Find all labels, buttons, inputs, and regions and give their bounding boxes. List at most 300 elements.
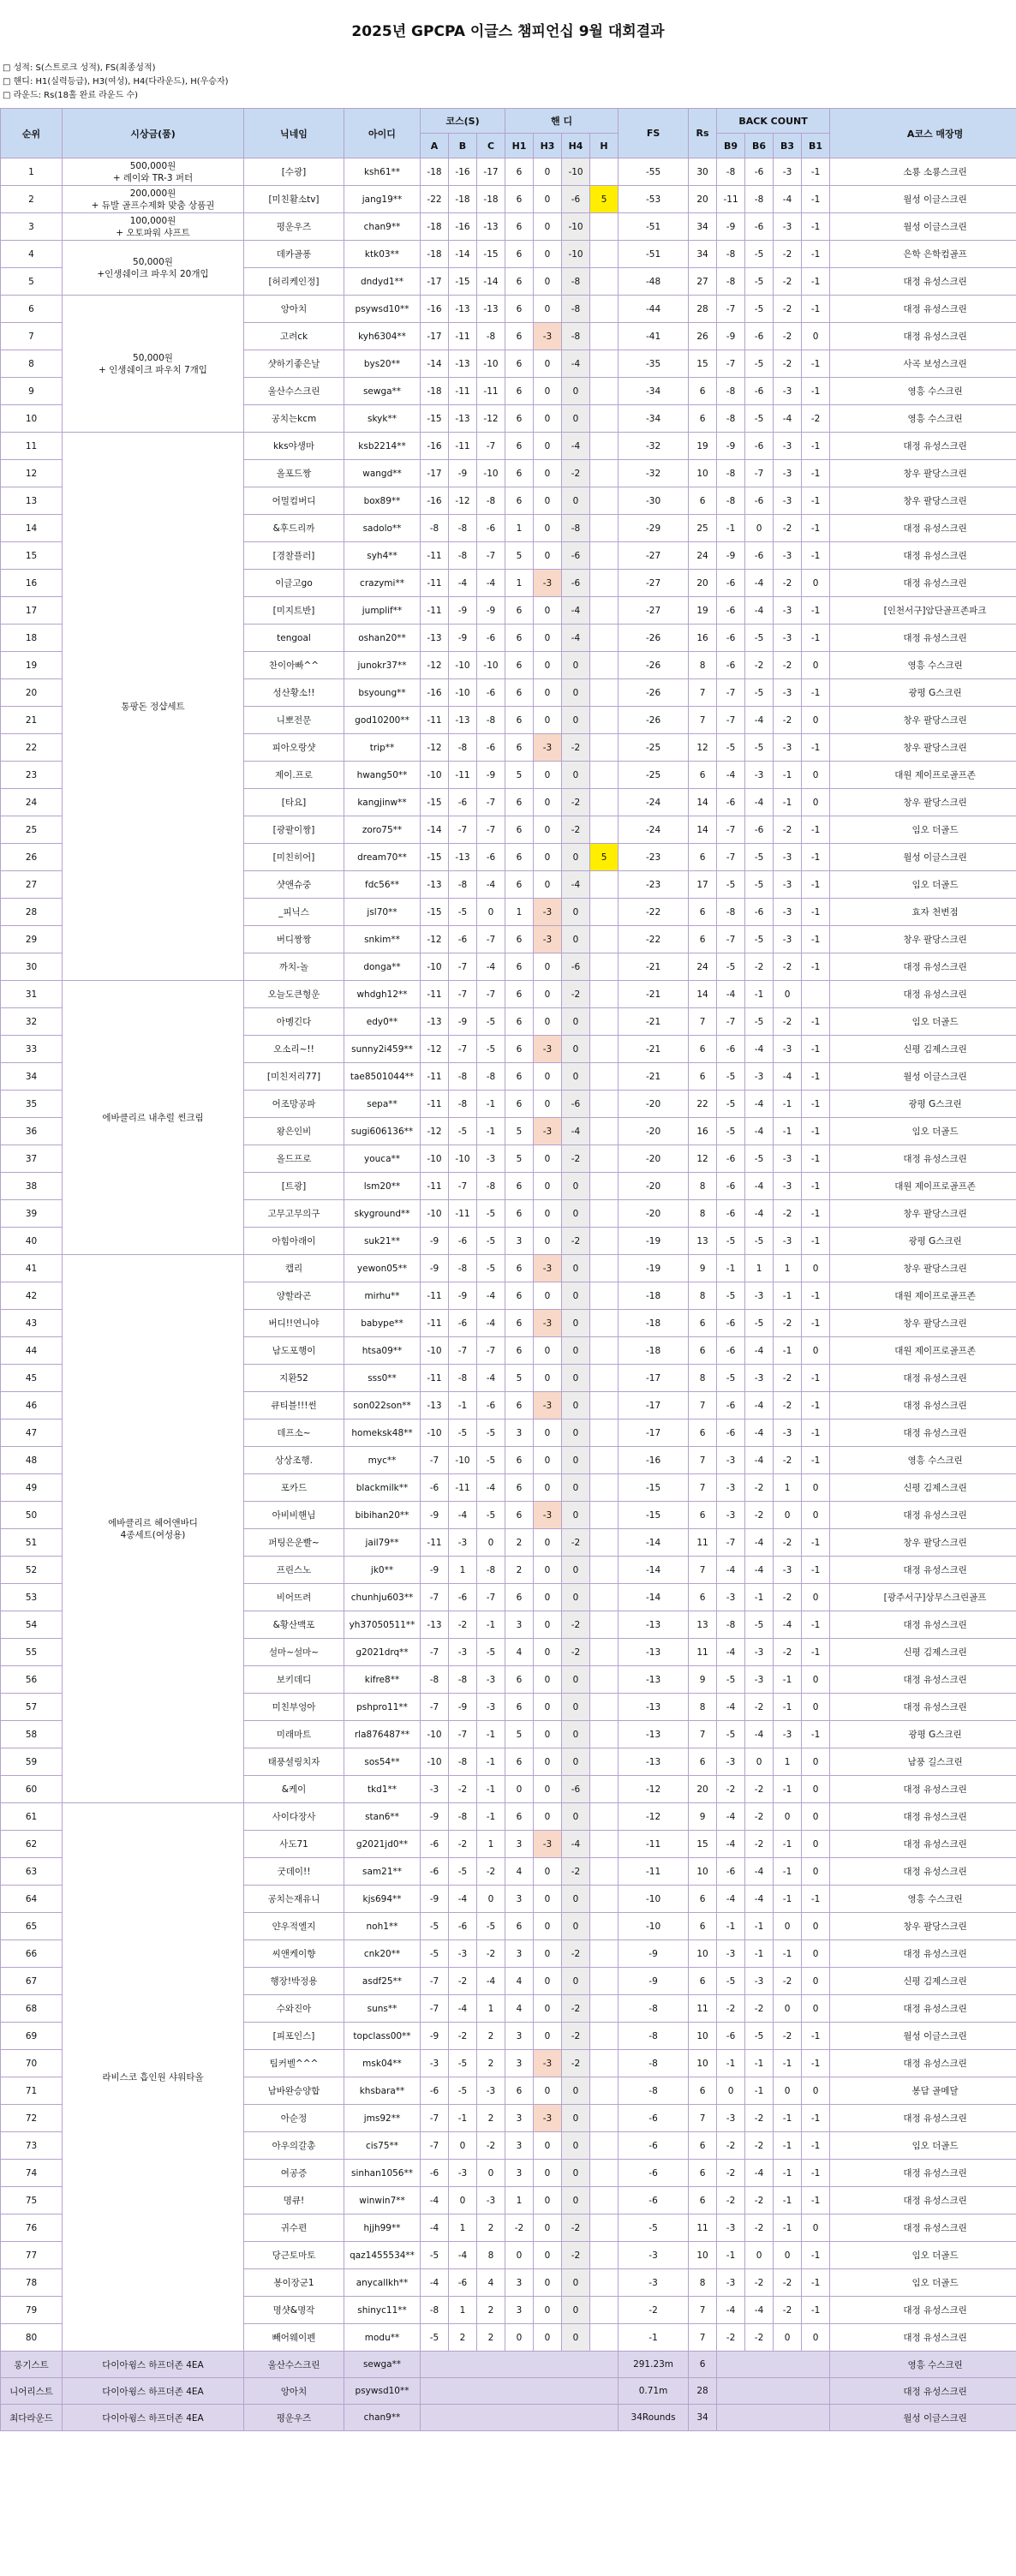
bc-b6: -2 xyxy=(745,1502,774,1529)
handi-h3: -3 xyxy=(534,1831,562,1858)
handi-h1: 6 xyxy=(505,734,534,762)
store-cell: 영흥 수스크린 xyxy=(830,1447,1016,1474)
bc-b1: 0 xyxy=(802,1666,830,1694)
award-id: psywsd10** xyxy=(344,2378,421,2405)
fs-cell: -13 xyxy=(619,1721,689,1748)
nick-cell: 남바완승양합 xyxy=(244,2077,344,2105)
result-row xyxy=(1,296,1016,323)
handi-h3: 0 xyxy=(534,1365,562,1392)
score-a: -10 xyxy=(421,1748,449,1776)
score-a: -15 xyxy=(421,405,449,433)
handi-h3: 0 xyxy=(534,1858,562,1886)
rank-cell: 22 xyxy=(1,734,63,762)
store-cell: 임오 더골드 xyxy=(830,1008,1016,1036)
col-handi: 핸 디 xyxy=(505,109,619,134)
bc-b6: 0 xyxy=(745,515,774,542)
nick-cell: [경찰플러] xyxy=(244,542,344,570)
store-cell: 대정 유성스크린 xyxy=(830,268,1016,296)
handi-h3: 0 xyxy=(534,542,562,570)
bc-b1: -1 xyxy=(802,1282,830,1310)
bc-b9: -5 xyxy=(717,1228,745,1255)
fs-cell: -24 xyxy=(619,789,689,816)
score-c: -2 xyxy=(477,1858,505,1886)
score-a: -4 xyxy=(421,2269,449,2297)
score-c: -5 xyxy=(477,1255,505,1282)
handi-h4: 0 xyxy=(562,679,590,707)
rank-cell: 12 xyxy=(1,460,63,487)
award-store: 월성 이글스크린 xyxy=(830,2405,1016,2431)
award-label: 니어리스트 xyxy=(1,2378,63,2405)
handi-h4: 0 xyxy=(562,1886,590,1913)
id-cell: tkd1** xyxy=(344,1776,421,1803)
store-cell: 대정 유성스크린 xyxy=(830,625,1016,652)
handi-h3: -3 xyxy=(534,734,562,762)
handi-h4: 0 xyxy=(562,2132,590,2160)
rs-cell: 14 xyxy=(689,789,717,816)
handi-h1: 5 xyxy=(505,1365,534,1392)
bc-b1: -1 xyxy=(802,1639,830,1666)
store-cell: 월성 이글스크린 xyxy=(830,1063,1016,1091)
score-a: -10 xyxy=(421,1200,449,1228)
score-c: 2 xyxy=(477,2023,505,2050)
id-cell: yh37050511** xyxy=(344,1611,421,1639)
nick-cell: 태풍셜링치자 xyxy=(244,1748,344,1776)
handi-h4: 0 xyxy=(562,926,590,953)
handi-h xyxy=(590,1255,619,1282)
handi-h3: 0 xyxy=(534,1968,562,1995)
bc-b6: -4 xyxy=(745,2160,774,2187)
rank-cell: 19 xyxy=(1,652,63,679)
bc-b1: 0 xyxy=(802,1502,830,1529)
bc-b9: -6 xyxy=(717,1145,745,1173)
rank-cell: 75 xyxy=(1,2187,63,2214)
score-c: -9 xyxy=(477,597,505,625)
fs-cell: -11 xyxy=(619,1858,689,1886)
handi-h xyxy=(590,158,619,186)
handi-h xyxy=(590,1091,619,1118)
col-b: B xyxy=(449,134,477,158)
fs-cell: -21 xyxy=(619,1063,689,1091)
handi-h xyxy=(590,2214,619,2242)
rs-cell: 10 xyxy=(689,2050,717,2077)
fs-cell: -20 xyxy=(619,1200,689,1228)
handi-h1: 6 xyxy=(505,816,534,844)
handi-h3: 0 xyxy=(534,268,562,296)
handi-h3: 0 xyxy=(534,953,562,981)
rs-cell: 10 xyxy=(689,1858,717,1886)
handi-h1: 3 xyxy=(505,2160,534,2187)
handi-h1: 6 xyxy=(505,1584,534,1611)
bc-b1: -1 xyxy=(802,1228,830,1255)
score-c: -5 xyxy=(477,1639,505,1666)
handi-h xyxy=(590,433,619,460)
id-cell: crazymi** xyxy=(344,570,421,597)
rank-cell: 60 xyxy=(1,1776,63,1803)
rs-cell: 8 xyxy=(689,652,717,679)
bc-b9: -2 xyxy=(717,2160,745,2187)
col-h4: H4 xyxy=(562,134,590,158)
nick-cell: 찬이아빠^^ xyxy=(244,652,344,679)
rank-cell: 2 xyxy=(1,186,63,213)
rs-cell: 12 xyxy=(689,1145,717,1173)
score-b: -9 xyxy=(449,625,477,652)
handi-h1: 6 xyxy=(505,433,534,460)
handi-h4: -8 xyxy=(562,268,590,296)
bc-b3: -2 xyxy=(774,2023,802,2050)
handi-h4: 0 xyxy=(562,2297,590,2324)
bc-b1: -1 xyxy=(802,1365,830,1392)
score-b: -8 xyxy=(449,1255,477,1282)
rs-cell: 16 xyxy=(689,625,717,652)
score-c: -7 xyxy=(477,981,505,1008)
id-cell: whdgh12** xyxy=(344,981,421,1008)
handi-h3: -3 xyxy=(534,926,562,953)
rank-cell: 61 xyxy=(1,1803,63,1831)
store-cell: 광평 G스크린 xyxy=(830,1091,1016,1118)
rs-cell: 24 xyxy=(689,953,717,981)
handi-h4: -2 xyxy=(562,1145,590,1173)
bc-b9: -6 xyxy=(717,1858,745,1886)
handi-h xyxy=(590,1419,619,1447)
rs-cell: 6 xyxy=(689,1502,717,1529)
bc-b1: 0 xyxy=(802,2214,830,2242)
bc-b9: -8 xyxy=(717,241,745,268)
bc-b3: -1 xyxy=(774,2132,802,2160)
bc-b6: -4 xyxy=(745,1091,774,1118)
handi-h1: 6 xyxy=(505,1036,534,1063)
bc-b3: -2 xyxy=(774,1310,802,1337)
handi-h1: -2 xyxy=(505,2214,534,2242)
bc-b1: 0 xyxy=(802,1337,830,1365)
nick-cell: 오늘도큰형운 xyxy=(244,981,344,1008)
handi-h1: 1 xyxy=(505,899,534,926)
bc-b3: -1 xyxy=(774,1337,802,1365)
award-id: chan9** xyxy=(344,2405,421,2431)
handi-h xyxy=(590,1611,619,1639)
handi-h4: 0 xyxy=(562,1721,590,1748)
fs-cell: -27 xyxy=(619,570,689,597)
score-b: -9 xyxy=(449,597,477,625)
handi-h4: -4 xyxy=(562,433,590,460)
handi-h4: -4 xyxy=(562,1831,590,1858)
score-c: -1 xyxy=(477,1748,505,1776)
rank-cell: 55 xyxy=(1,1639,63,1666)
col-a: A xyxy=(421,134,449,158)
bc-b6: -4 xyxy=(745,1419,774,1447)
handi-h3: 0 xyxy=(534,2023,562,2050)
handi-h1: 1 xyxy=(505,2187,534,2214)
col-backcount: BACK COUNT xyxy=(717,109,830,134)
handi-h3: 0 xyxy=(534,981,562,1008)
col-course-s: 코스(S) xyxy=(421,109,505,134)
store-cell: 대원 제이프로골프존 xyxy=(830,1337,1016,1365)
rs-cell: 14 xyxy=(689,981,717,1008)
rank-cell: 3 xyxy=(1,213,63,241)
bc-b9: -7 xyxy=(717,1529,745,1557)
nick-cell: 설마~설마~ xyxy=(244,1639,344,1666)
score-b: -6 xyxy=(449,1913,477,1940)
score-b: -8 xyxy=(449,1666,477,1694)
handi-h xyxy=(590,1228,619,1255)
score-b: -3 xyxy=(449,1529,477,1557)
rank-cell: 80 xyxy=(1,2324,63,2352)
bc-b9: -7 xyxy=(717,926,745,953)
fs-cell: -17 xyxy=(619,1392,689,1419)
handi-h3: 0 xyxy=(534,2297,562,2324)
fs-cell: -22 xyxy=(619,926,689,953)
bc-b6: -5 xyxy=(745,268,774,296)
store-cell: 대정 유성스크린 xyxy=(830,1803,1016,1831)
bc-b6: -4 xyxy=(745,1447,774,1474)
handi-h1: 1 xyxy=(505,570,534,597)
score-c: -4 xyxy=(477,1282,505,1310)
bc-b9: -5 xyxy=(717,1282,745,1310)
handi-h3: 0 xyxy=(534,1611,562,1639)
fs-cell: -29 xyxy=(619,515,689,542)
score-a: -16 xyxy=(421,487,449,515)
nick-cell: 샷하기좋은날 xyxy=(244,350,344,378)
result-row xyxy=(1,241,1016,268)
id-cell: topclass00** xyxy=(344,2023,421,2050)
handi-h xyxy=(590,1639,619,1666)
bc-b6: 0 xyxy=(745,2242,774,2269)
score-b: -13 xyxy=(449,844,477,871)
nick-cell: [수광] xyxy=(244,158,344,186)
handi-h xyxy=(590,1940,619,1968)
nick-cell: 버디짱짱 xyxy=(244,926,344,953)
fs-cell: -26 xyxy=(619,707,689,734)
handi-h1: 2 xyxy=(505,1557,534,1584)
nick-cell: 오소리~!! xyxy=(244,1036,344,1063)
rs-cell: 8 xyxy=(689,1200,717,1228)
bc-b6: -6 xyxy=(745,899,774,926)
prize-cell: 라비스코 흡인원 샤워타올 xyxy=(63,1803,244,2352)
score-b: 1 xyxy=(449,2214,477,2242)
bc-b9: -6 xyxy=(717,789,745,816)
score-c: -2 xyxy=(477,2132,505,2160)
id-cell: g2021drq** xyxy=(344,1639,421,1666)
id-cell: cis75** xyxy=(344,2132,421,2160)
score-c: 1 xyxy=(477,1995,505,2023)
rank-cell: 50 xyxy=(1,1502,63,1529)
rank-cell: 45 xyxy=(1,1365,63,1392)
score-b: -6 xyxy=(449,2269,477,2297)
rs-cell: 6 xyxy=(689,487,717,515)
award-empty xyxy=(717,2378,830,2405)
id-cell: trip** xyxy=(344,734,421,762)
bc-b9: -8 xyxy=(717,268,745,296)
handi-h xyxy=(590,1995,619,2023)
award-nick: 평운우즈 xyxy=(244,2405,344,2431)
score-c: -7 xyxy=(477,1584,505,1611)
rs-cell: 15 xyxy=(689,1831,717,1858)
score-c: -4 xyxy=(477,1310,505,1337)
bc-b6: 1 xyxy=(745,1255,774,1282)
score-a: -18 xyxy=(421,158,449,186)
score-b: -13 xyxy=(449,296,477,323)
score-b: -11 xyxy=(449,433,477,460)
bc-b1: 0 xyxy=(802,707,830,734)
rs-cell: 24 xyxy=(689,542,717,570)
score-a: -9 xyxy=(421,1255,449,1282)
rs-cell: 34 xyxy=(689,241,717,268)
bc-b9: -6 xyxy=(717,1200,745,1228)
result-row xyxy=(1,981,1016,1008)
handi-h xyxy=(590,1584,619,1611)
id-cell: fdc56** xyxy=(344,871,421,899)
bc-b3: -3 xyxy=(774,1036,802,1063)
id-cell: rla876487** xyxy=(344,1721,421,1748)
bc-b6: -5 xyxy=(745,350,774,378)
handi-h xyxy=(590,2077,619,2105)
rank-cell: 17 xyxy=(1,597,63,625)
score-a: -11 xyxy=(421,570,449,597)
handi-h xyxy=(590,1145,619,1173)
rank-cell: 21 xyxy=(1,707,63,734)
bc-b6: -4 xyxy=(745,1036,774,1063)
fs-cell: -21 xyxy=(619,1008,689,1036)
bc-b3: -2 xyxy=(774,707,802,734)
bc-b3: -4 xyxy=(774,1063,802,1091)
bc-b9: -3 xyxy=(717,1584,745,1611)
bc-b9: -7 xyxy=(717,707,745,734)
fs-cell: -27 xyxy=(619,597,689,625)
score-c: -4 xyxy=(477,1365,505,1392)
handi-h xyxy=(590,2269,619,2297)
handi-h1: 3 xyxy=(505,1228,534,1255)
bc-b3: -3 xyxy=(774,487,802,515)
score-b: -10 xyxy=(449,1447,477,1474)
handi-h4: 0 xyxy=(562,1036,590,1063)
bc-b6: -2 xyxy=(745,2132,774,2160)
nick-cell: 남도포행이 xyxy=(244,1337,344,1365)
bc-b1: 0 xyxy=(802,323,830,350)
bc-b3: -1 xyxy=(774,1886,802,1913)
rs-cell: 20 xyxy=(689,1776,717,1803)
fs-cell: -9 xyxy=(619,1940,689,1968)
nick-cell: &황산맥포 xyxy=(244,1611,344,1639)
score-b: -7 xyxy=(449,953,477,981)
bc-b1: 0 xyxy=(802,2077,830,2105)
store-cell: 대정 유성스크린 xyxy=(830,433,1016,460)
score-a: -6 xyxy=(421,2077,449,2105)
store-cell: 창우 팔당스크린 xyxy=(830,707,1016,734)
handi-h4: -2 xyxy=(562,734,590,762)
rank-cell: 58 xyxy=(1,1721,63,1748)
score-c: -1 xyxy=(477,1611,505,1639)
fs-cell: -14 xyxy=(619,1529,689,1557)
id-cell: son022son** xyxy=(344,1392,421,1419)
rank-cell: 26 xyxy=(1,844,63,871)
handi-h1: 6 xyxy=(505,1392,534,1419)
fs-cell: -6 xyxy=(619,2105,689,2132)
score-a: -10 xyxy=(421,1721,449,1748)
score-b: -11 xyxy=(449,1474,477,1502)
handi-h3: 0 xyxy=(534,433,562,460)
handi-h xyxy=(590,816,619,844)
bc-b6: -5 xyxy=(745,1145,774,1173)
store-cell: 광평 G스크린 xyxy=(830,679,1016,707)
score-b: -3 xyxy=(449,2160,477,2187)
fs-cell: -51 xyxy=(619,213,689,241)
result-row xyxy=(1,158,1016,186)
handi-h1: 6 xyxy=(505,378,534,405)
col-b6: B6 xyxy=(745,134,774,158)
bc-b3: -3 xyxy=(774,460,802,487)
bc-b1: 0 xyxy=(802,1255,830,1282)
bc-b6: -2 xyxy=(745,1694,774,1721)
store-cell: 창우 팔당스크린 xyxy=(830,487,1016,515)
bc-b3: 0 xyxy=(774,1913,802,1940)
store-cell: 대정 유성스크린 xyxy=(830,1666,1016,1694)
id-cell: winwin7** xyxy=(344,2187,421,2214)
score-c: -1 xyxy=(477,1803,505,1831)
handi-h xyxy=(590,1886,619,1913)
col-b1: B1 xyxy=(802,134,830,158)
handi-h1: 6 xyxy=(505,1173,534,1200)
handi-h xyxy=(590,1666,619,1694)
score-b: -2 xyxy=(449,1968,477,1995)
bc-b6: -6 xyxy=(745,158,774,186)
handi-h xyxy=(590,1337,619,1365)
bc-b1: 0 xyxy=(802,1694,830,1721)
award-prize: 다이아윙스 하프더존 4EA xyxy=(63,2405,244,2431)
rs-cell: 10 xyxy=(689,2023,717,2050)
fs-cell: -5 xyxy=(619,2214,689,2242)
score-c: -18 xyxy=(477,186,505,213)
bc-b3: -1 xyxy=(774,2050,802,2077)
score-c: -15 xyxy=(477,241,505,268)
score-b: -14 xyxy=(449,241,477,268)
handi-h4: 0 xyxy=(562,1282,590,1310)
rs-cell: 34 xyxy=(689,213,717,241)
rs-cell: 6 xyxy=(689,899,717,926)
bc-b1: -1 xyxy=(802,1886,830,1913)
bc-b9: -5 xyxy=(717,1721,745,1748)
store-cell: 소룡 소룡스크린 xyxy=(830,158,1016,186)
score-b: -8 xyxy=(449,734,477,762)
score-b: -7 xyxy=(449,1036,477,1063)
handi-h1: 6 xyxy=(505,1200,534,1228)
handi-h3: 0 xyxy=(534,1008,562,1036)
bc-b3: -3 xyxy=(774,899,802,926)
score-a: -13 xyxy=(421,1611,449,1639)
fs-cell: -10 xyxy=(619,1913,689,1940)
store-cell: 대정 유성스크린 xyxy=(830,570,1016,597)
score-b: -8 xyxy=(449,871,477,899)
id-cell: edy0** xyxy=(344,1008,421,1036)
bc-b1: -1 xyxy=(802,2187,830,2214)
bc-b1: -1 xyxy=(802,899,830,926)
rank-cell: 41 xyxy=(1,1255,63,1282)
bc-b6: -5 xyxy=(745,625,774,652)
bc-b1: -1 xyxy=(802,1529,830,1557)
handi-h xyxy=(590,1913,619,1940)
id-cell: yewon05** xyxy=(344,1255,421,1282)
score-c: -14 xyxy=(477,268,505,296)
bc-b3: -1 xyxy=(774,2160,802,2187)
id-cell: jk0** xyxy=(344,1557,421,1584)
award-value: 0.71m xyxy=(619,2378,689,2405)
rank-cell: 68 xyxy=(1,1995,63,2023)
handi-h4: -2 xyxy=(562,1639,590,1666)
rank-cell: 28 xyxy=(1,899,63,926)
score-b: 0 xyxy=(449,2132,477,2160)
score-c: -1 xyxy=(477,1091,505,1118)
rank-cell: 65 xyxy=(1,1913,63,1940)
rank-cell: 18 xyxy=(1,625,63,652)
score-a: -11 xyxy=(421,1173,449,1200)
